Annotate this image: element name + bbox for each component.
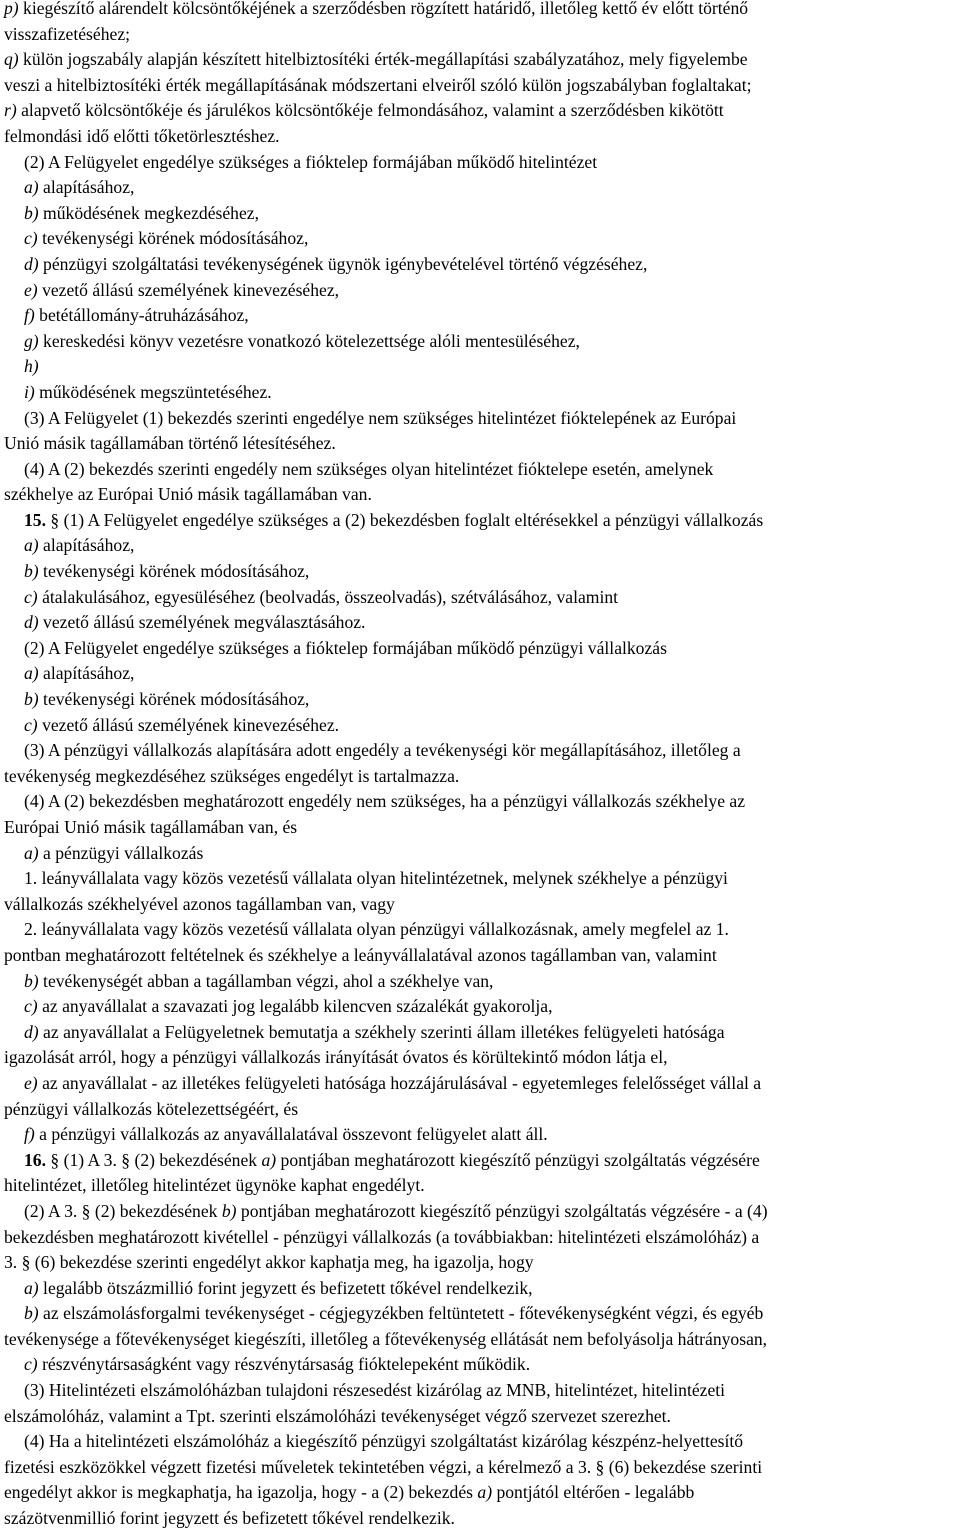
text-run: (3) Hitelintézeti elszámolóházban tulajdoni részesedést kizárólag az MNB, hitelintézet, hitelintézeti (24, 1380, 726, 1401)
text-line (4, 1148, 956, 1174)
text-run: az anyavállalat - az illetékes felügyeleti hatósága hozzájárulásával - egyetemleges felelősséget vállal a (37, 1072, 762, 1093)
text-run: 3. § (6) bekezdése szerinti engedélyt akkor kaphatja meg, ha igazolja, hogy (4, 1252, 534, 1273)
text-run: alapvető kölcsöntőkéje és járulékos kölcsöntőkéje felmondásához, valamint a szerződésben kikötött (16, 100, 724, 121)
text-line (4, 150, 956, 176)
text-run: kereskedési könyv vezetésre vonatkozó kötelezettsége alóli mentesüléséhez, (38, 330, 580, 351)
text-run: vezető állású személyének megválasztásához. (38, 612, 366, 633)
text-run: felmondási idő előtti tőketörlesztéshez. (4, 125, 280, 146)
text-run: részvénytársaságként vagy részvénytársaság fióktelepeként működik. (37, 1354, 531, 1375)
text-run: (2) A Felügyelet engedélye szükséges a fióktelep formájában működő hitelintézet (24, 151, 598, 172)
text-line (4, 1225, 956, 1251)
text-run: működésének megszüntetéséhez. (34, 381, 272, 402)
text-run: (3) A Felügyelet (1) bekezdés szerinti engedélye nem szükséges hitelintézet fióktelepének az Európai (24, 407, 737, 428)
text-line (4, 175, 956, 201)
item-label: a) (24, 842, 39, 863)
item-label: e) (24, 1072, 38, 1093)
item-label: d) (24, 1021, 39, 1042)
item-label: a) (477, 1482, 493, 1503)
text-line (4, 1071, 956, 1097)
text-run: Európai Unió másik tagállamában van, és (4, 817, 298, 837)
text-line (4, 841, 956, 867)
text-line (4, 917, 956, 943)
text-run: a pénzügyi vállalkozás (38, 842, 204, 863)
text-run: külön jogszabály alapján készített hitelbiztosítéki érték-megállapítási szabályzatához, mely figyelembe (18, 49, 748, 70)
text-line (4, 585, 956, 611)
text-run: fizetési eszközökkel végzett fizetési műveletek tekintetében végzi, a kérelmező a 3. § (6) bekezdése szerinti (4, 1456, 763, 1477)
item-label: c) (24, 1354, 38, 1375)
item-label: b) (24, 561, 39, 582)
text-line (4, 1455, 956, 1481)
text-run: legalább ötszázmillió forint jegyzett és befizetett tőkével rendelkezik, (38, 1277, 533, 1298)
item-label: d) (24, 253, 39, 274)
text-line (4, 252, 956, 278)
item-label: a) (261, 1149, 277, 1170)
text-run: (2) A Felügyelet engedélye szükséges a fióktelep formájában működő pénzügyi vállalkozás (24, 637, 667, 658)
text-run: átalakulásához, egyesüléséhez (beolvadás, összeolvadás), szétválásához, valamint (37, 586, 619, 607)
text-line (4, 661, 956, 687)
text-line (4, 1301, 956, 1327)
text-line (4, 1378, 956, 1404)
text-line (4, 354, 956, 380)
text-line (4, 687, 956, 713)
text-line (4, 559, 956, 585)
text-run: alapításához, (38, 535, 135, 556)
item-label: p) (4, 0, 19, 18)
text-line (4, 969, 956, 995)
text-run: alapításához, (38, 177, 135, 198)
text-line (4, 1173, 956, 1199)
item-label: f) (24, 305, 35, 326)
text-line (4, 1404, 956, 1430)
text-run: pontjától eltérően - legalább (492, 1482, 695, 1503)
text-run: tevékenységi körének módosításához, (38, 561, 310, 582)
item-label: a) (24, 535, 39, 556)
text-line (4, 1097, 956, 1123)
text-run: tevékenység megkezdéséhez szükséges engedélyt is tartalmazza. (4, 765, 460, 786)
text-run: visszafizetéséhez; (4, 23, 131, 44)
text-line (4, 533, 956, 559)
item-label: r) (4, 100, 17, 121)
text-run: § (1) A Felügyelet engedélye szükséges a (2) bekezdésben foglalt eltérésekkel a pénzügyi vállalkozás (46, 509, 764, 530)
item-label: c) (24, 714, 38, 735)
text-run: alapításához, (38, 663, 135, 684)
text-run: veszi a hitelbiztosítéki érték megállapításának módszertani elveiről szóló külön jogszabályban foglaltakat; (4, 74, 752, 95)
text-line (4, 815, 956, 841)
text-run: igazolását arról, hogy a pénzügyi vállalkozás irányítását óvatos és körültekintő módon látja el, (4, 1047, 668, 1068)
text-run: az anyavállalat a Felügyeletnek bemutatja a székhely szerinti állam illetékes felügyeleti hatósága (38, 1021, 725, 1042)
text-run: vezető állású személyének kinevezéséhez. (37, 714, 340, 735)
text-line (4, 0, 956, 22)
text-run: bekezdésben meghatározott kivétellel - pénzügyi vállalkozás (a továbbiakban: hitelintézeti elszámolóház) a (4, 1226, 760, 1247)
text-line (4, 329, 956, 355)
item-label: f) (24, 1124, 35, 1145)
text-line (4, 1122, 956, 1148)
text-line (4, 1276, 956, 1302)
text-run: hitelintézet, illetőleg hitelintézet ügynöke kaphat engedélyt. (4, 1175, 425, 1196)
text-line (4, 1199, 956, 1225)
text-run: vezető állású személyének kinevezéséhez, (37, 279, 340, 300)
text-run: százötvenmillió forint jegyzett és befizetett tőkével rendelkezik. (4, 1508, 455, 1529)
item-label: i) (24, 381, 35, 402)
text-line (4, 636, 956, 662)
item-label: a) (24, 663, 39, 684)
text-line (4, 1327, 956, 1353)
item-label: q) (4, 49, 19, 70)
text-run: az elszámolásforgalmi tevékenységet - cégjegyzékben feltüntetett - főtevékenységként végzi, és egyéb (38, 1303, 764, 1324)
item-label: a) (24, 177, 39, 198)
item-label: c) (24, 228, 38, 249)
text-run: elszámolóház, valamint a Tpt. szerinti elszámolóházi tevékenységet végző szervezet szerezhet. (4, 1405, 671, 1426)
text-run: (4) A (2) bekezdésben meghatározott engedély nem szükséges, ha a pénzügyi vállalkozás székhelye az (24, 791, 746, 812)
text-line (4, 201, 956, 227)
item-label: c) (24, 996, 38, 1017)
text-run: a pénzügyi vállalkozás az anyavállalatával összevont felügyelet alatt áll. (34, 1124, 548, 1145)
text-line (4, 713, 956, 739)
text-run: (4) Ha a hitelintézeti elszámolóház a kiegészítő pénzügyi szolgáltatást kizárólag készpénz-helyettesítő (24, 1431, 744, 1452)
item-label: e) (24, 279, 38, 300)
item-label: g) (24, 330, 39, 351)
text-run: székhelye az Európai Unió másik tagállamában van. (4, 484, 372, 505)
text-line (4, 482, 956, 508)
text-run: tevékenységét abban a tagállamban végzi, ahol a székhelye van, (38, 970, 494, 991)
text-line (4, 892, 956, 918)
text-line (4, 98, 956, 124)
text-line (4, 73, 956, 99)
section-number: 15. (24, 509, 46, 530)
item-label: b) (24, 202, 39, 223)
text-line (4, 47, 956, 73)
text-run: engedélyt akkor is megkaphatja, ha igazolja, hogy - a (2) bekezdés (4, 1482, 478, 1503)
text-line (4, 1020, 956, 1046)
item-label: b) (24, 1303, 39, 1324)
text-line (4, 610, 956, 636)
text-run: tevékenysége a főtevékenységet kiegészíti, illetőleg a főtevékenység ellátását nem befolyásolja hátrányosan, (4, 1328, 768, 1349)
text-run: (4) A (2) bekezdés szerinti engedély nem szükséges olyan hitelintézet fióktelepe esetén, amelynek (24, 458, 714, 479)
text-run: pontjában meghatározott kiegészítő pénzügyi szolgáltatás végzésére (276, 1149, 760, 1170)
text-line (4, 278, 956, 304)
text-line (4, 226, 956, 252)
text-run: pontban meghatározott feltételnek és székhelye a leányvállalatával azonos tagállamban van, valamint (4, 944, 717, 965)
text-run: (3) A pénzügyi vállalkozás alapítására adott engedély a tevékenységi kör megállapításához, illetőleg a (24, 740, 741, 761)
item-label: b) (24, 970, 39, 991)
text-line (4, 1250, 956, 1276)
text-line (4, 406, 956, 432)
text-line (4, 303, 956, 329)
text-run: betétállomány-átruházásához, (34, 305, 249, 326)
text-line (4, 738, 956, 764)
text-run: működésének megkezdéséhez, (38, 202, 259, 223)
text-line (4, 1045, 956, 1071)
text-line (4, 508, 956, 534)
item-label: d) (24, 612, 39, 633)
text-line (4, 22, 956, 48)
text-line (4, 994, 956, 1020)
item-label: h) (24, 356, 39, 377)
text-line (4, 1429, 956, 1455)
text-run: pénzügyi vállalkozás kötelezettségéért, és (4, 1098, 299, 1119)
text-run: 1. leányvállalata vagy közös vezetésű vállalata olyan hitelintézetnek, melynek székhelye a pénzügyi (24, 868, 728, 889)
text-line (4, 943, 956, 969)
text-line (4, 124, 956, 150)
item-label: b) (221, 1200, 237, 1221)
text-run: tevékenységi körének módosításához, (38, 689, 310, 710)
text-line (4, 764, 956, 790)
text-run: kiegészítő alárendelt kölcsöntőkéjének a szerződésben rögzített határidő, illetőleg kettő év előtt történő (18, 0, 749, 18)
item-label: b) (24, 689, 39, 710)
text-run: 2. leányvállalata vagy közös vezetésű vállalata olyan pénzügyi vállalkozásnak, amely megfelel az 1. (24, 919, 729, 940)
text-line (4, 866, 956, 892)
item-label: a) (24, 1277, 39, 1298)
item-label: c) (24, 586, 38, 607)
text-line (4, 1352, 956, 1378)
text-run: Unió másik tagállamában történő létesítéséhez. (4, 433, 336, 454)
text-run: vállalkozás székhelyével azonos tagállamban van, vagy (4, 893, 395, 914)
text-run: (2) A 3. § (2) bekezdésének (24, 1200, 222, 1221)
text-line (4, 457, 956, 483)
text-run: pénzügyi szolgáltatási tevékenységének ügynök igénybevételével történő végzéséhez, (38, 253, 648, 274)
text-line (4, 1480, 956, 1506)
text-line (4, 380, 956, 406)
section-number: 16. (24, 1149, 46, 1170)
text-line (4, 789, 956, 815)
text-run: § (1) A 3. § (2) bekezdésének (46, 1149, 262, 1170)
text-line (4, 431, 956, 457)
text-run: az anyavállalat a szavazati jog legalább kilencven százalékát gyakorolja, (37, 996, 553, 1017)
text-run: tevékenységi körének módosításához, (37, 228, 309, 249)
text-run: pontjában meghatározott kiegészítő pénzügyi szolgáltatás végzésére - a (4) (236, 1200, 768, 1221)
text-line (4, 1506, 956, 1532)
